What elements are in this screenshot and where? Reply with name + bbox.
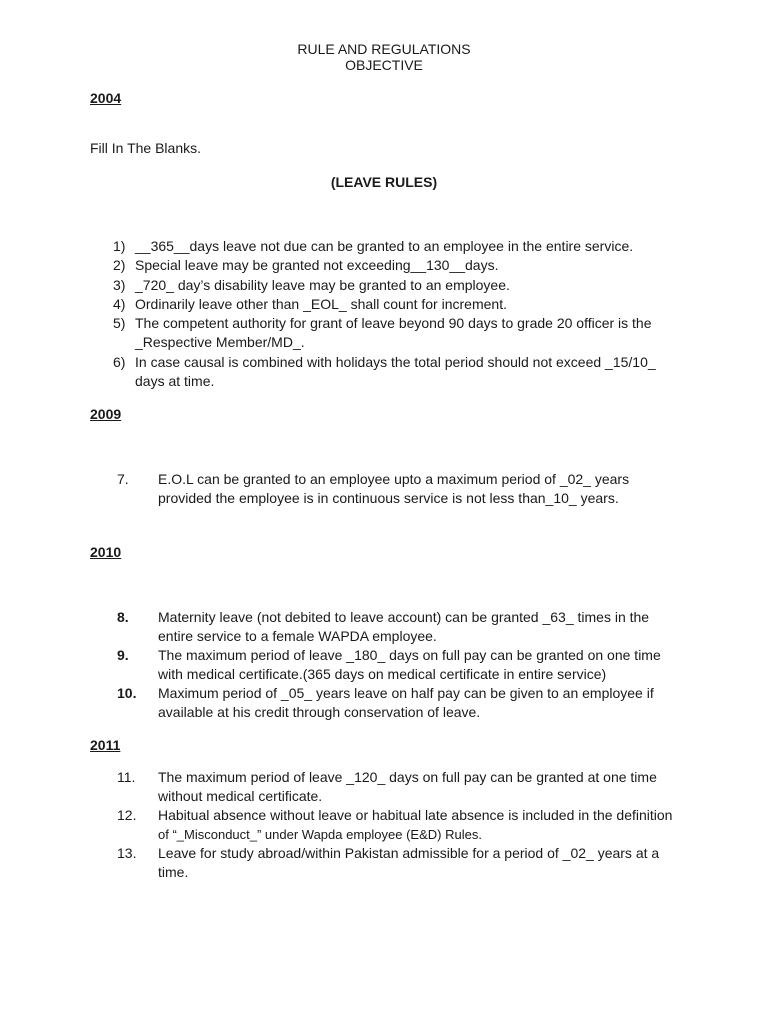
item-number: 10.: [117, 685, 137, 701]
item-number: 2): [113, 257, 126, 273]
item-number: 8.: [117, 609, 129, 625]
item-number: 13.: [117, 845, 137, 861]
year-heading-2004: 2004: [90, 90, 122, 106]
item-number: 9.: [117, 647, 129, 663]
year-heading-2011: 2011: [90, 737, 121, 753]
instruction-text: Fill In The Blanks.: [90, 140, 202, 156]
item-text-line: _Respective Member/MD_.: [135, 334, 305, 350]
item-text-line: __365__days leave not due can be granted to an employee in the entire service.: [135, 238, 634, 254]
item-number: 6): [113, 354, 126, 370]
item-text-line: Habitual absence without leave or habitual late absence is included in the definition: [158, 807, 673, 823]
section-heading: (LEAVE RULES): [330, 174, 438, 190]
item-text-line: time.: [158, 864, 189, 880]
item-text-line: entire service to a female WAPDA employee.: [158, 628, 437, 644]
item-text-line: The competent authority for grant of leave beyond 90 days to grade 20 officer is the: [135, 315, 652, 331]
year-heading-2010: 2010: [90, 544, 122, 560]
item-text-line: E.O.L can be granted to an employee upto a maximum period of _02_ years: [158, 471, 630, 487]
item-text-line: Maximum period of _05_ years leave on half pay can be given to an employee if: [158, 685, 654, 701]
document-subtitle: OBJECTIVE: [345, 57, 423, 73]
item-text-line: Special leave may be granted not exceeding__130__days.: [135, 257, 499, 273]
item-text-line: The maximum period of leave _120_ days on full pay can be granted at one time: [158, 769, 657, 785]
item-text-line: The maximum period of leave _180_ days on full pay can be granted on one time: [158, 647, 661, 663]
year-heading-2009: 2009: [90, 406, 122, 422]
item-text-line: _720_ day’s disability leave may be granted to an employee.: [135, 277, 510, 293]
item-number: 4): [113, 296, 126, 312]
item-text-line: without medical certificate.: [158, 788, 323, 804]
item-text-line: Leave for study abroad/within Pakistan admissible for a period of _02_ years at a: [158, 845, 660, 861]
item-text-line: provided the employee is in continuous service is not less than_10_ years.: [158, 490, 619, 506]
item-text-line: available at his credit through conservation of leave.: [158, 704, 481, 720]
item-text-line: Maternity leave (not debited to leave account) can be granted _63_ times in the: [158, 609, 650, 625]
item-number: 3): [113, 277, 126, 293]
item-number: 1): [113, 238, 126, 254]
item-text-line: with medical certificate.(365 days on medical certificate in entire service): [158, 666, 607, 682]
item-text-line: days at time.: [135, 373, 215, 389]
item-number: 7.: [117, 471, 129, 487]
item-text-line: In case causal is combined with holidays the total period should not exceed _15/10_: [135, 354, 656, 370]
item-number: 12.: [117, 807, 137, 823]
item-number: 5): [113, 315, 126, 331]
document-title: RULE AND REGULATIONS: [297, 41, 471, 57]
item-text-line: Ordinarily leave other than _EOL_ shall count for increment.: [135, 296, 507, 312]
item-number: 11.: [117, 769, 136, 785]
item-text-line: of “_Misconduct_” under Wapda employee (E&D) Rules.: [158, 827, 482, 842]
